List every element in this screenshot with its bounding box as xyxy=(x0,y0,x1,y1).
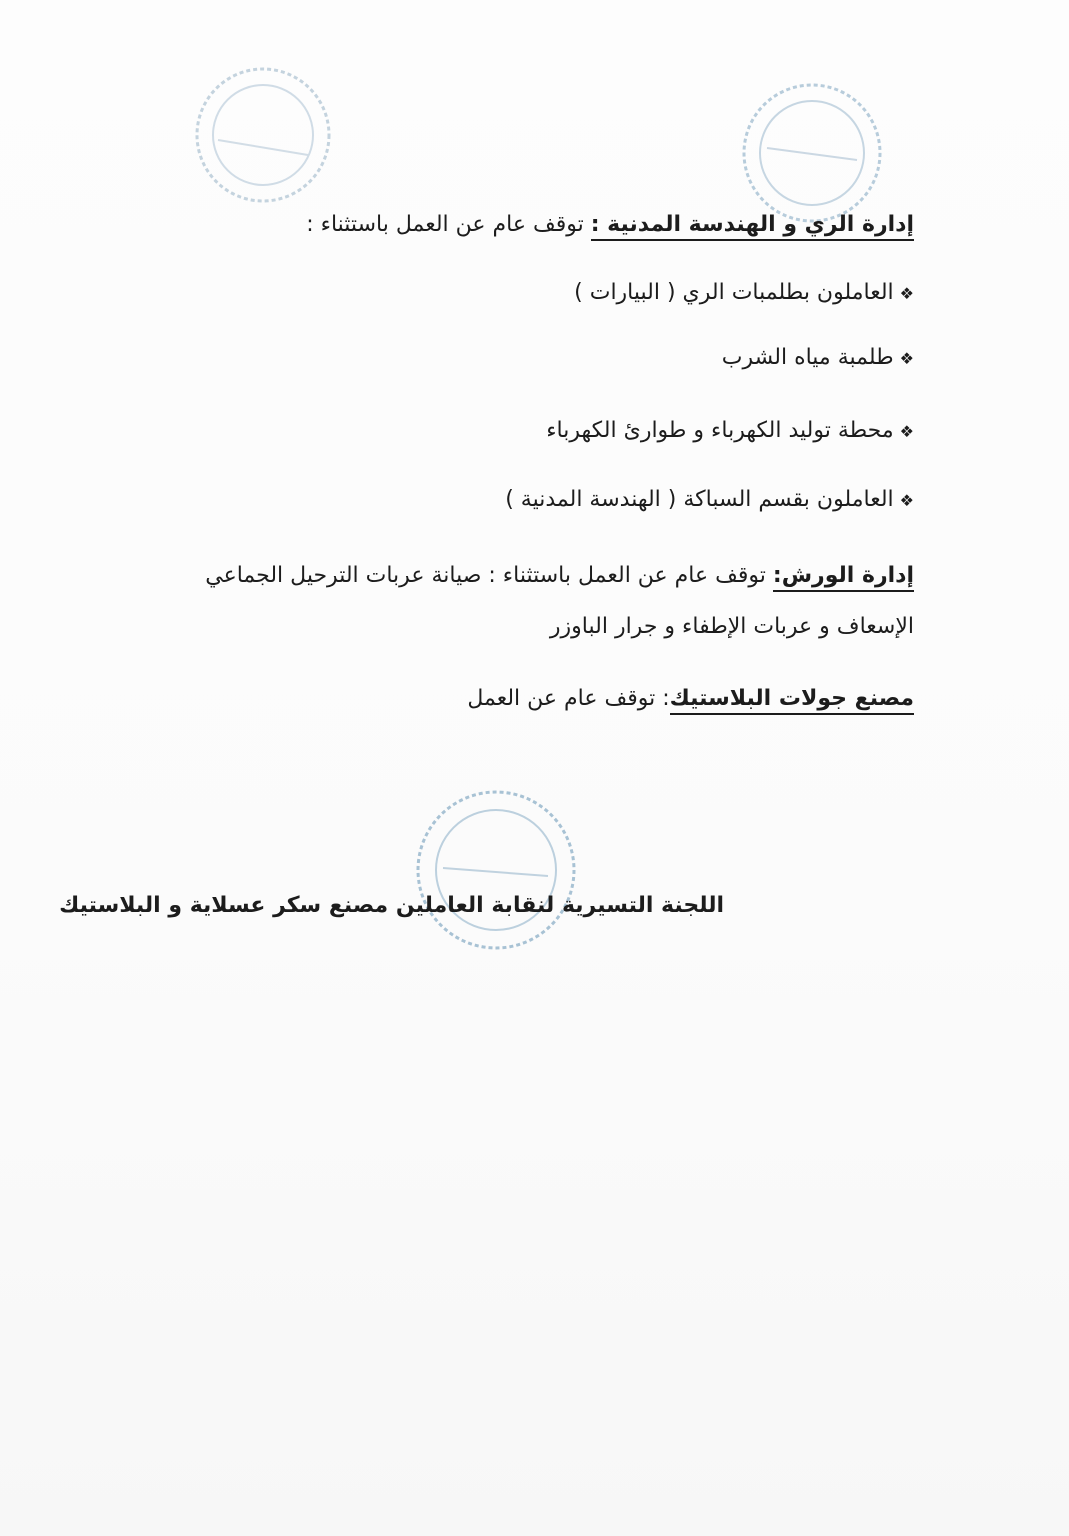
bullet-text: محطة توليد الكهرباء و طوارئ الكهرباء xyxy=(546,418,894,443)
stamp-top-right xyxy=(732,78,892,228)
stamp-footer xyxy=(408,780,583,960)
irrigation-heading: إدارة الري و الهندسة المدنية : xyxy=(591,212,914,241)
bullet-text: العاملون بطلمبات الري ( البيارات ) xyxy=(574,280,894,305)
bullet-text: العاملون بقسم السباكة ( الهندسة المدنية ) xyxy=(505,487,894,512)
workshops-line-2 xyxy=(550,614,914,639)
irrigation-line xyxy=(306,212,914,237)
bullet-item xyxy=(722,345,914,370)
bullet-icon: ❖ xyxy=(899,349,914,368)
workshops-line xyxy=(205,563,914,588)
bullet-item xyxy=(505,487,914,512)
bullet-item xyxy=(574,280,914,305)
workshops-text-2: الإسعاف و عربات الإطفاء و جرار الباوزر xyxy=(549,614,914,639)
plastics-line xyxy=(467,686,914,711)
bullet-text: طلمبة مياه الشرب xyxy=(721,345,894,370)
plastics-heading: مصنع جولات البلاستيك xyxy=(670,686,914,715)
workshops-heading: إدارة الورش: xyxy=(773,563,914,592)
bullet-icon: ❖ xyxy=(899,422,914,441)
bullet-icon: ❖ xyxy=(899,491,914,510)
stamp-top-left xyxy=(188,60,338,210)
bullet-icon: ❖ xyxy=(899,284,914,303)
irrigation-text: توقف عام عن العمل باستثناء : xyxy=(306,212,591,237)
plastics-text: : توقف عام عن العمل xyxy=(467,686,670,711)
signature-footer: اللجنة التسيرية لنقابة العاملين مصنع سكر عسلاية و البلاستيك xyxy=(59,893,724,918)
workshops-text: توقف عام عن العمل باستثناء : صيانة عربات الترحيل الجماعي xyxy=(205,563,773,588)
bullet-item xyxy=(546,418,914,443)
